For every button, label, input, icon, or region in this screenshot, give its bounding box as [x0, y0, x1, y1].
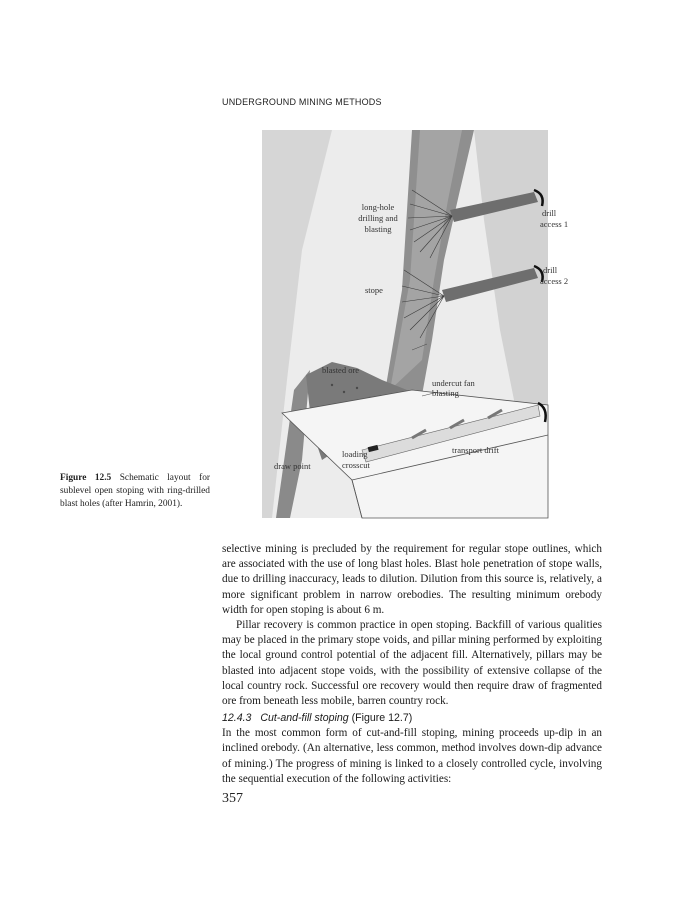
label-undercut-2: blasting — [432, 388, 459, 398]
label-transport-drift: transport drift — [452, 445, 499, 455]
paragraph-2: Pillar recovery is common practice in open stoping. Backfill of various qualities may be placed in the primary stope voids, and pillar mining performed by exploiting the local ground control potential of the adjacent fill. Alternatively, pillars may be blasted into adjacent stope voids, with the possibility of extensive collapse of the local country rock. Successful ore recovery would then require draw of fragmented ore from beneath less mobile, barren country rock. — [222, 619, 602, 708]
label-stope: stope — [365, 285, 383, 295]
label-drill-access-1b: access 1 — [540, 219, 569, 229]
running-head: UNDERGROUND MINING METHODS — [222, 97, 382, 107]
label-drill-access-2b: access 2 — [540, 276, 569, 286]
label-longhole-3: blasting — [364, 224, 392, 234]
caption-text: Schematic layout for sublevel open stoping with ring-drilled blast holes (after Hamrin, 2001). — [60, 473, 211, 509]
caption-label: Figure 12.5 — [60, 473, 112, 483]
body-text-section — [222, 711, 602, 787]
section-figure-ref: (Figure 12.7) — [351, 712, 413, 724]
label-drill-access-2a: drill — [543, 265, 558, 275]
section-title: Cut-and-fill stoping — [260, 712, 349, 724]
label-longhole-1: long-hole — [361, 202, 395, 212]
figure-caption — [60, 472, 210, 511]
section-heading — [222, 711, 602, 726]
figure-sublevel-stoping — [262, 130, 569, 518]
paragraph-3: In the most common form of cut-and-fill stoping, mining proceeds up-dip in an inclined orebody. (An alternative, less common, method involves down-dip advance of mining.) The progress of mining is linked to a closely controlled cycle, involving the sequential execution of the following activities: — [222, 727, 602, 785]
section-number: 12.4.3 — [222, 712, 252, 724]
label-undercut-1: undercut fan — [432, 378, 475, 388]
label-drill-access-1a: drill — [542, 208, 557, 218]
label-draw-point: draw point — [274, 461, 311, 471]
paragraph-1: selective mining is precluded by the requirement for regular stope outlines, which are associated with the use of long blast holes. Blast hole penetration of stope walls, due to drilling inaccuracy, leads to dilution. Dilution from this source is, relatively, a more significant problem in narrow orebodies. The resulting minimum orebody width for open stoping is about 6 m. — [222, 543, 602, 616]
label-loading-1: loading — [342, 449, 368, 459]
label-blasted-ore: blasted ore — [322, 365, 360, 375]
page-number: 357 — [222, 791, 243, 806]
label-loading-2: crosscut — [342, 460, 370, 470]
body-text-top — [222, 542, 602, 709]
stoping-diagram — [262, 130, 569, 518]
label-longhole-2: drilling and — [358, 213, 398, 223]
